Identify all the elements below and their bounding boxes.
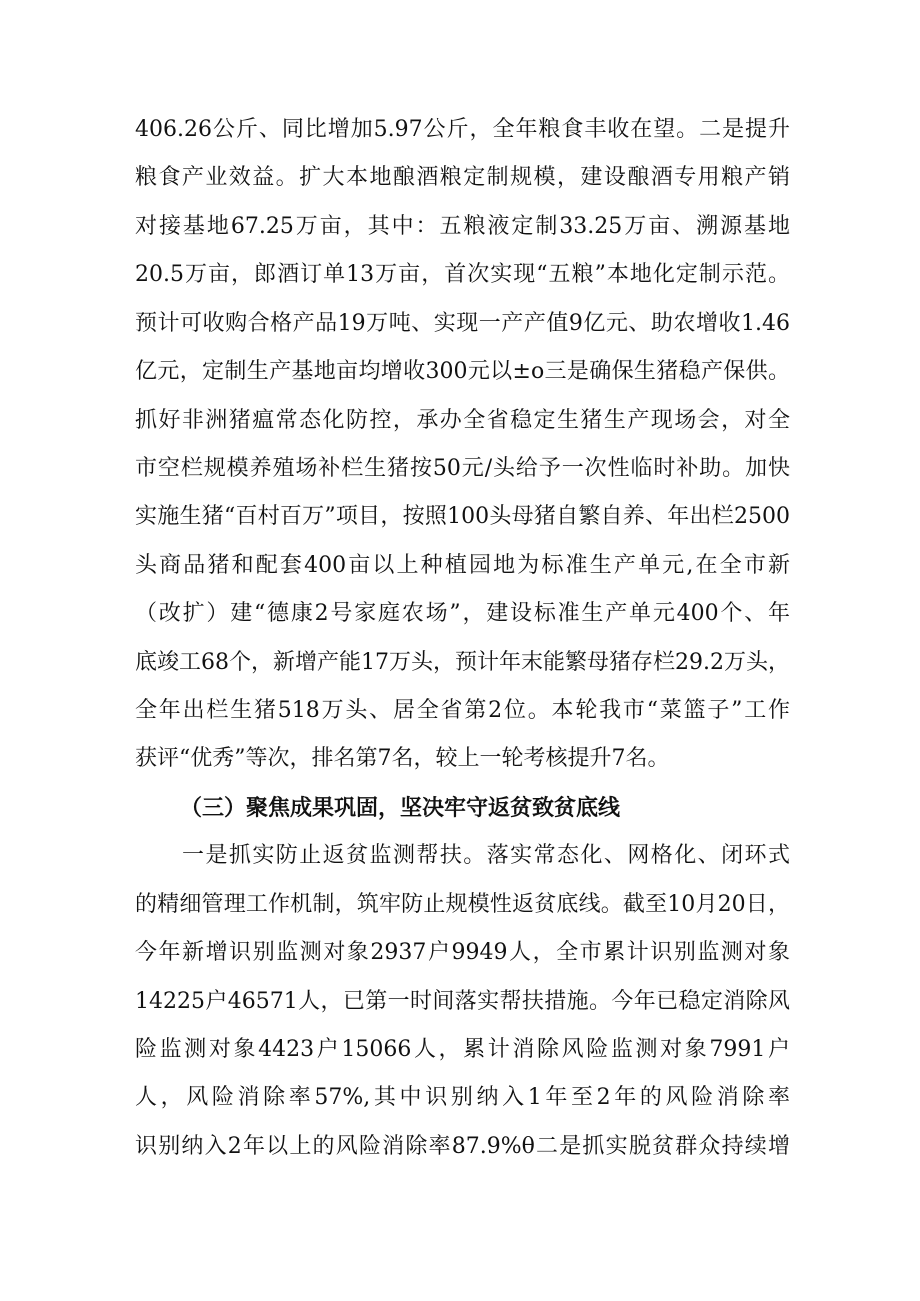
text-line: 14225户46571人，已第一时间落实帮扶措施。今年已稳定消除风 — [135, 988, 790, 1014]
text-line: 人，风险消除率57%,其中识别纳入1年至2年的风险消除率 — [135, 1085, 790, 1111]
text-line: 市空栏规模养殖场补栏生猪按50元/头给予一次性临时补助。加快 — [135, 455, 790, 481]
paragraph-poverty-monitoring — [135, 832, 790, 1171]
text-line: 险监测对象4423户15066人，累计消除风险监测对象7991户 — [135, 1037, 790, 1063]
text-line: 实施生猪“百村百万”项目，按照100头母猪自繁自养、年出栏2500 — [135, 504, 790, 530]
document-page — [135, 106, 790, 1171]
text-line: 406.26公斤、同比增加5.97公斤，全年粮食丰收在望。二是提升 — [135, 117, 790, 142]
paragraph-grain-pig — [135, 106, 790, 784]
text-line: 头商品猪和配套400亩以上种植园地为标准生产单元,在全市新 — [135, 552, 790, 578]
text-line: 识别纳入2年以上的风险消除率87.9%θ二是抓实脱贫群众持续增 — [135, 1133, 790, 1159]
text-line: 粮食产业效益。扩大本地酿酒粮定制规模，建设酿酒专用粮产销 — [135, 165, 790, 191]
section-heading: （三）聚焦成果巩固，坚决牢守返贫致贫底线 — [180, 794, 621, 821]
text-line: 抓好非洲猪瘟常态化防控，承办全省稳定生猪生产现场会，对全 — [135, 407, 790, 433]
text-line: （改扩）建“德康2号家庭农场”，建设标准生产单元400个、年 — [135, 601, 790, 627]
text-line: 预计可收购合格产品19万吨、实现一产产值9亿元、助农增收1.46 — [135, 310, 790, 336]
text-line: 20.5万亩，郎酒订单13万亩，首次实现“五粮”本地化定制示范。 — [135, 262, 790, 288]
text-line: 获评“优秀”等次，排名第7名，较上一轮考核提升7名。 — [135, 746, 670, 772]
text-line: 一是抓实防止返贫监测帮扶。落实常态化、网格化、闭环式 — [182, 843, 790, 869]
text-line: 亿元，定制生产基地亩均增收300元以±o三是确保生猪稳产保供。 — [135, 359, 790, 385]
text-line: 对接基地67.25万亩，其中：五粮液定制33.25万亩、溯源基地 — [135, 213, 790, 239]
text-line: 全年出栏生猪518万头、居全省第2位。本轮我市“菜篮子”工作 — [135, 698, 790, 724]
text-line: 的精细管理工作机制，筑牢防止规模性返贫底线。截至10月20日， — [135, 891, 790, 917]
text-line: 底竣工68个，新增产能17万头，预计年末能繁母猪存栏29.2万头， — [135, 649, 790, 675]
text-line: 今年新增识别监测对象2937户9949人，全市累计识别监测对象 — [135, 940, 790, 966]
